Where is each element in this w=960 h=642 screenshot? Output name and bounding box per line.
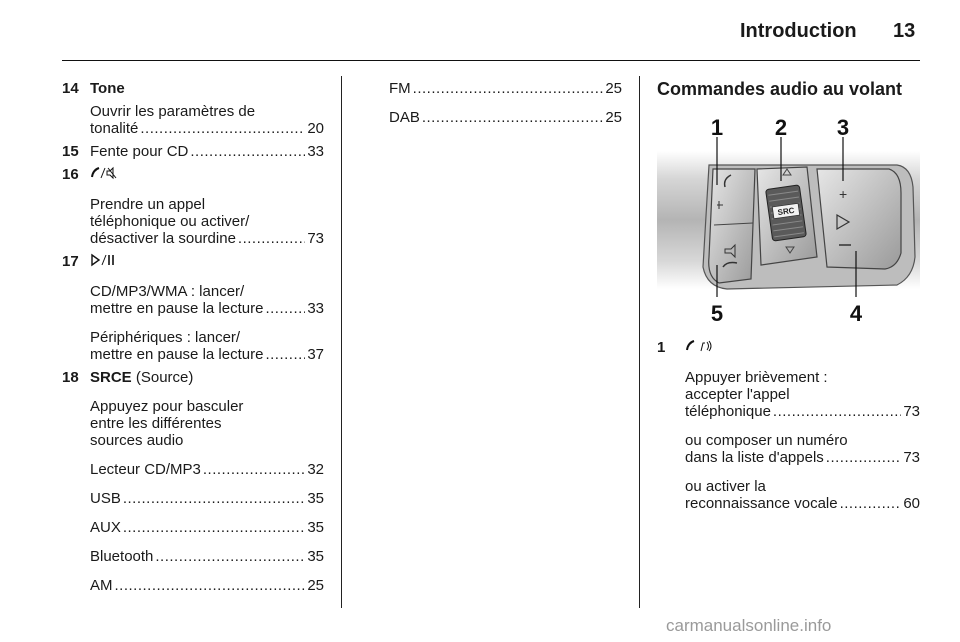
watermark: carmanualsonline.info	[666, 616, 832, 635]
page-ref: 35	[307, 548, 324, 565]
item-subtitle: (Source)	[131, 369, 194, 386]
page-number: 13	[893, 20, 916, 42]
page-ref: 33	[307, 300, 324, 317]
toc-line: mettre en pause la lecture ..... 33	[90, 300, 324, 317]
item-number: 18	[62, 369, 79, 386]
page-ref: 25	[605, 109, 622, 126]
toc-line: tonalité ..... 20	[90, 120, 324, 137]
item-title: Tone	[90, 80, 125, 97]
page-ref: 73	[307, 230, 324, 247]
page-ref: 35	[307, 490, 324, 507]
page-ref: 25	[307, 577, 324, 594]
page-ref: 73	[903, 449, 920, 466]
item-text: téléphonique ou activer/	[90, 213, 250, 230]
item-text: accepter l'appel	[685, 386, 790, 403]
item-text: CD/MP3/WMA : lancer/	[90, 283, 245, 300]
steering-wheel-controls-figure	[657, 117, 920, 329]
list-item-16	[62, 166, 324, 247]
toc-line: dans la liste d'appels ..... 73	[685, 449, 920, 466]
item-number: 15	[62, 143, 79, 160]
toc-line: désactiver la sourdine ..... 73	[90, 230, 324, 247]
toc-line: téléphonique ..... 73	[685, 403, 920, 420]
page-ref: 73	[903, 403, 920, 420]
item-number: 14	[62, 80, 79, 97]
toc-line: Lecteur CD/MP3 ..... 32	[90, 461, 324, 478]
callout-2: 2	[774, 117, 788, 140]
item-text: entre les différentes	[90, 415, 222, 432]
page-ref: 37	[307, 346, 324, 363]
section-heading: Commandes audio au volant	[657, 79, 903, 99]
phone-mute-icon-svg	[90, 166, 120, 180]
page-header-title: Introduction	[740, 20, 857, 42]
svg-text:+: +	[839, 186, 848, 202]
toc-line: mettre en pause la lecture ..... 37	[90, 346, 324, 363]
list-item-18	[62, 369, 324, 594]
item-title: SRCE	[90, 369, 132, 386]
column-3	[657, 78, 920, 512]
item-text: ou composer un numéro	[685, 432, 848, 449]
toc-line: reconnaissance vocale ..... 60	[685, 495, 920, 512]
src-button-label: SRC	[777, 205, 796, 218]
steering-wheel-controls-illustration	[657, 117, 920, 329]
play-pause-icon-svg	[90, 253, 120, 267]
item-text: ou activer la	[685, 478, 766, 495]
item-number: 16	[62, 166, 79, 183]
column-divider-1	[341, 76, 342, 608]
page-ref: 25	[605, 80, 622, 97]
toc-line: USB ..... 35	[90, 490, 324, 507]
item-text: Prendre un appel	[90, 196, 206, 213]
list-item-1	[657, 339, 920, 512]
page-ref: 33	[307, 143, 324, 160]
column-1	[62, 80, 324, 594]
page-ref: 60	[903, 495, 920, 512]
callout-3: 3	[836, 117, 850, 140]
column-2	[389, 80, 622, 126]
callout-1: 1	[710, 117, 724, 140]
column-divider-2	[639, 76, 640, 608]
callout-5: 5	[710, 301, 724, 326]
toc-line: FM ..... 25	[389, 80, 622, 97]
list-item-17	[62, 253, 324, 363]
list-item-15	[62, 143, 324, 160]
page-ref: 20	[307, 120, 324, 137]
page-ref: 35	[307, 519, 324, 536]
item-number: 17	[62, 253, 79, 270]
phone-mute-icon	[90, 166, 324, 184]
item-text: Appuyez pour basculer	[90, 398, 244, 415]
item-text: Appuyer brièvement :	[685, 369, 828, 386]
item-text: sources audio	[90, 432, 184, 449]
toc-line: Fente pour CD ..... 33	[90, 143, 324, 160]
page-ref: 32	[307, 461, 324, 478]
toc-line: AM ..... 25	[90, 577, 324, 594]
toc-line: DAB ..... 25	[389, 109, 622, 126]
toc-line: AUX ..... 35	[90, 519, 324, 536]
play-pause-icon	[90, 253, 324, 271]
callout-4: 4	[849, 301, 863, 326]
item-number: 1	[657, 339, 666, 356]
phone-voice-icon	[685, 339, 920, 357]
list-item-14	[62, 80, 324, 137]
phone-voice-icon-svg	[685, 339, 715, 353]
header-rule	[62, 60, 920, 61]
item-text: Périphériques : lancer/	[90, 329, 241, 346]
item-text: Ouvrir les paramètres de	[90, 103, 256, 120]
toc-line: Bluetooth ..... 35	[90, 548, 324, 565]
